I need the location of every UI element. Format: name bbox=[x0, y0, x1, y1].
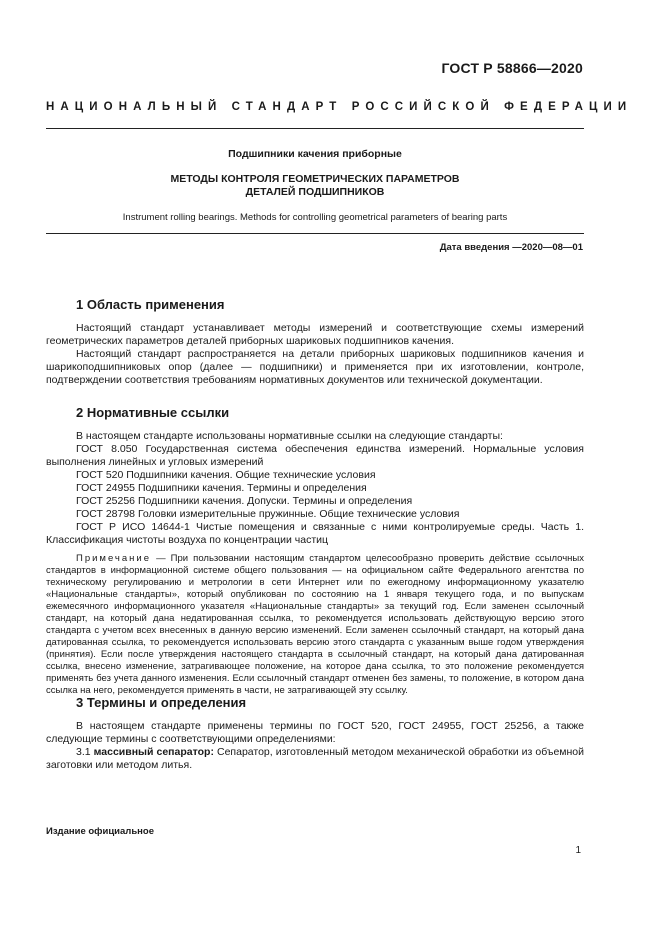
section-3-body bbox=[46, 720, 584, 772]
paragraph: В настоящем стандарте применены термины по ГОСТ 520, ГОСТ 24955, ГОСТ 25256, а также следующие термины с соответствующими определениями: bbox=[46, 720, 584, 745]
main-title-line-2: ДЕТАЛЕЙ ПОДШИПНИКОВ bbox=[245, 186, 385, 198]
reference-item: ГОСТ 24955 Подшипники качения. Термины и определения bbox=[76, 482, 367, 494]
section-3-heading: 3 Термины и определения bbox=[76, 695, 247, 710]
main-title-line-1: МЕТОДЫ КОНТРОЛЯ ГЕОМЕТРИЧЕСКИХ ПАРАМЕТРОВ bbox=[170, 173, 460, 185]
note-text: — При пользовании настоящим стандартом целесообразно проверить действие ссылочных стандартов в информационной системе общего пользования — на официальном сайте Федерального агентства по техническому регулированию и метрологии в сети Интернет или по ежегодному информационному указателю «Национальные стандарты», который опубликован по состоянию на 1 января текущего года, и по выпускам ежемесячного информационного указателя «Национальные стандарты» за текущий год. Если заменен ссылочный стандарт, на который дана недатированная ссылка, то рекомендуется использовать действующую версию этого стандарта с учетом всех внесенных в данную версию изменений. Если заменен ссылочный стандарт, на который дана датированная ссылка, то рекомендуется использовать версию этого стандарта с указанным выше годом утверждения (принятия). Если после утверждения настоящего стандарта в ссылочный стандарт, на который дана датированная ссылка, внесено изменение, затрагивающее положение, на которое дана ссылка, то это положение рекомендуется применять без учета данного изменения. Если ссылочный стандарт отменен без замены, то положение, в котором дана ссылка на него, рекомендуется применять в части, не затрагивающей эту ссылку. bbox=[46, 553, 584, 696]
section-2-body bbox=[46, 430, 584, 697]
paragraph: В настоящем стандарте использованы нормативные ссылки на следующие стандарты: bbox=[76, 430, 503, 442]
paragraph: Настоящий стандарт распространяется на детали приборных шариковых подшипников качения и шарикоподшипниковых опор (далее — подшипники) и применяется при их изготовлении, контроле, подтверждении соответствия требованиям нормативных документов или технической документации. bbox=[46, 348, 584, 386]
section-1-body bbox=[46, 322, 584, 387]
section-1-heading: 1 Область применения bbox=[76, 297, 225, 312]
paragraph: Настоящий стандарт устанавливает методы измерений и соответствующие схемы измерений геометрических параметров деталей приборных шариковых подшипников качения. bbox=[46, 322, 584, 347]
term-name: массивный сепаратор: bbox=[93, 746, 214, 758]
document-subtitle: Подшипники качения приборные bbox=[228, 148, 402, 160]
introduction-date: Дата введения —2020—08—01 bbox=[439, 242, 583, 253]
reference-item: ГОСТ Р ИСО 14644-1 Чистые помещения и связанные с ними контролируемые среды. Часть 1. Классификация чистоты воздуха по концентрации частиц bbox=[46, 521, 584, 546]
national-standard-title: НАЦИОНАЛЬНЫЙ СТАНДАРТ РОССИЙСКОЙ ФЕДЕРАЦИИ bbox=[46, 101, 633, 113]
official-edition-label: Издание официальное bbox=[46, 826, 154, 837]
term-number: 3.1 bbox=[76, 746, 94, 758]
header-divider bbox=[46, 128, 584, 129]
term-text: Сепаратор, изготовленный методом механической обработки из объемной заготовки или методом литья. bbox=[46, 746, 585, 771]
term-definition bbox=[46, 746, 584, 772]
reference-item: ГОСТ 28798 Головки измерительные пружинные. Общие технические условия bbox=[76, 508, 460, 520]
reference-item: ГОСТ 520 Подшипники качения. Общие технические условия bbox=[76, 469, 376, 481]
standard-number: ГОСТ Р 58866—2020 bbox=[441, 60, 583, 76]
section-2-heading: 2 Нормативные ссылки bbox=[76, 405, 230, 420]
normative-note bbox=[46, 553, 584, 697]
reference-item: ГОСТ 25256 Подшипники качения. Допуски. Термины и определения bbox=[76, 495, 413, 507]
reference-item: ГОСТ 8.050 Государственная система обеспечения единства измерений. Нормальные условия выполнения линейных и угловых измерений bbox=[46, 443, 584, 468]
english-title: Instrument rolling bearings. Methods for controlling geometrical parameters of bearing parts bbox=[122, 212, 508, 223]
document-main-title bbox=[46, 173, 584, 199]
note-label: Примечание bbox=[76, 553, 151, 564]
title-divider bbox=[46, 233, 584, 234]
page-number: 1 bbox=[575, 845, 581, 856]
